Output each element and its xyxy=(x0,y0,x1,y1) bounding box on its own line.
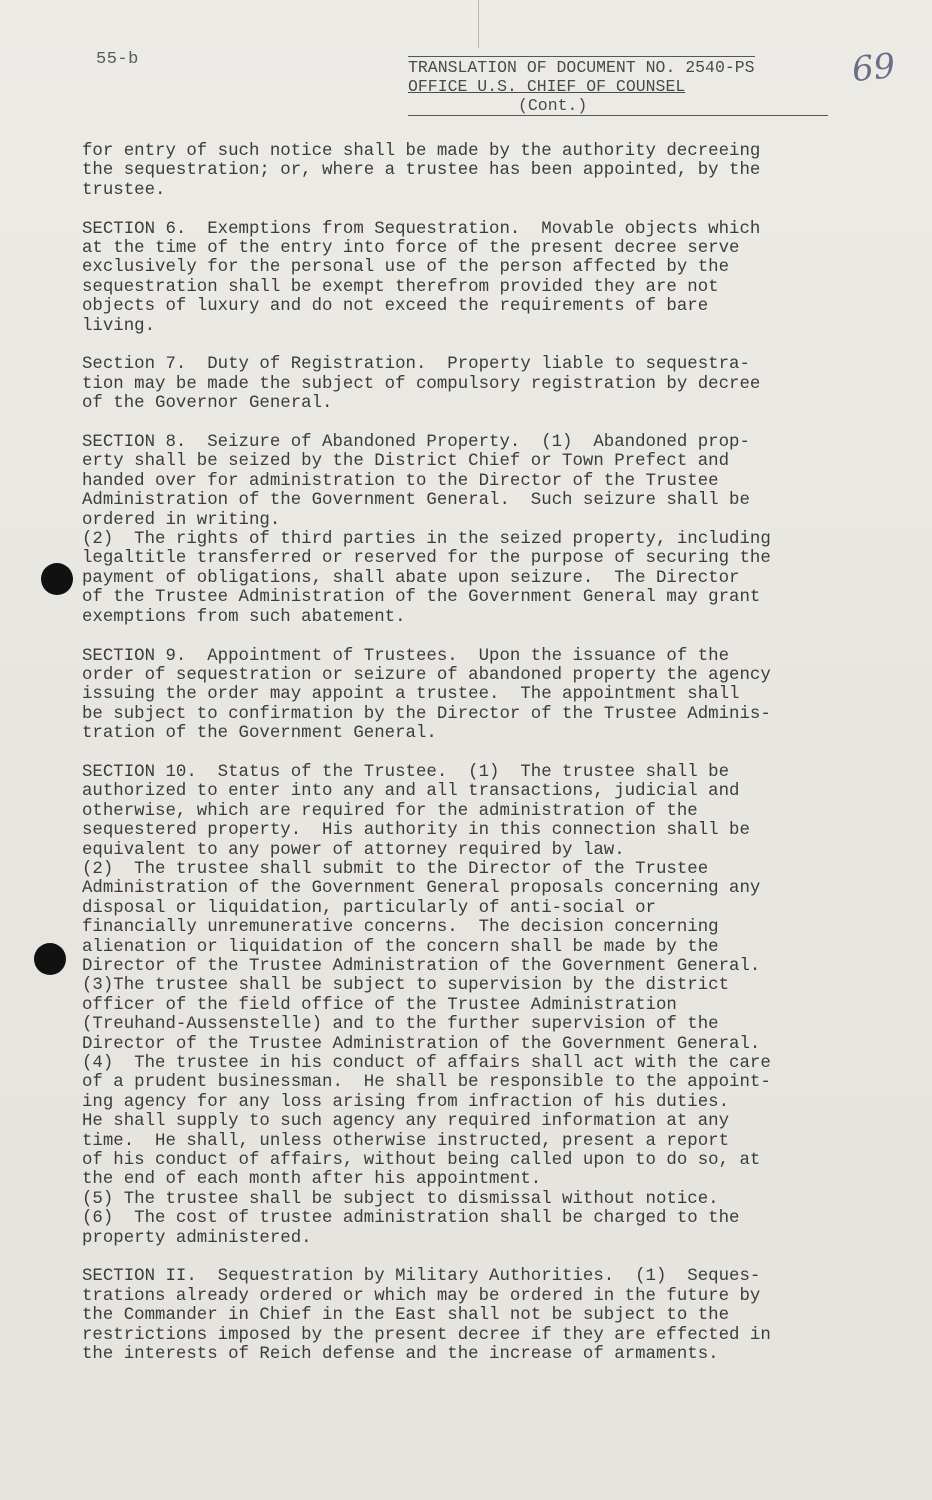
text-line: erty shall be seized by the District Chief or Town Prefect and xyxy=(82,452,730,472)
text-line: Section 7. Duty of Registration. Property liable to sequestra- xyxy=(82,355,750,375)
text-line: Administration of the Government General. Such seizure shall be xyxy=(82,491,750,511)
text-line: trations already ordered or which may be ordered in the future by xyxy=(82,1286,761,1306)
text-line: (2) The trustee shall submit to the Director of the Trustee xyxy=(82,859,709,879)
text-line: alienation or liquidation of the concern shall be made by the xyxy=(82,937,719,957)
handwritten-page-number: 69 xyxy=(850,45,898,91)
text-line: financially unremunerative concerns. The decision concerning xyxy=(82,918,719,938)
paragraph-section-7 xyxy=(82,355,862,413)
paper-fold-mark xyxy=(478,0,479,48)
text-line: legaltitle transferred or reserved for the purpose of securing the xyxy=(82,549,771,569)
text-line: otherwise, which are required for the administration of the xyxy=(82,801,698,821)
text-line: disposal or liquidation, particularly of anti-social or xyxy=(82,898,656,918)
paragraph-section-6 xyxy=(82,220,862,336)
text-line: trustee. xyxy=(82,180,166,200)
header-office-line: OFFICE U.S. CHIEF OF COUNSEL xyxy=(408,77,686,96)
text-line: sequestration shall be exempt therefrom provided they are not xyxy=(82,277,719,297)
text-line: exclusively for the personal use of the person affected by the xyxy=(82,258,730,278)
text-line: Director of the Trustee Administration of the Government General. xyxy=(82,1034,761,1054)
text-line: He shall supply to such agency any required information at any xyxy=(82,1112,730,1132)
text-line: property administered. xyxy=(82,1228,312,1248)
text-line: authorized to enter into any and all transactions, judicial and xyxy=(82,782,740,802)
text-line: exemptions from such abatement. xyxy=(82,607,406,627)
punch-hole-icon xyxy=(41,563,73,595)
text-line: ordered in writing. xyxy=(82,510,281,530)
header-translation-line: TRANSLATION OF DOCUMENT NO. 2540-PS xyxy=(408,58,755,77)
text-line: Director of the Trustee Administration of the Government General. xyxy=(82,956,761,976)
punch-hole-icon xyxy=(34,943,66,975)
text-line: (4) The trustee in his conduct of affairs shall act with the care xyxy=(82,1054,771,1074)
text-line: the interests of Reich defense and the increase of armaments. xyxy=(82,1345,719,1365)
page-number: 55-b xyxy=(96,50,139,69)
text-line: equivalent to any power of attorney required by law. xyxy=(82,840,625,860)
text-line: payment of obligations, shall abate upon seizure. The Director xyxy=(82,568,740,588)
text-line: time. He shall, unless otherwise instructed, present a report xyxy=(82,1131,730,1151)
text-line: (2) The rights of third parties in the seized property, including xyxy=(82,530,771,550)
document-header xyxy=(408,56,828,116)
text-line: of his conduct of affairs, without being called upon to do so, at xyxy=(82,1151,761,1171)
text-line: (5) The trustee shall be subject to dismissal without notice. xyxy=(82,1189,719,1209)
text-line: restrictions imposed by the present decree if they are effected in xyxy=(82,1325,771,1345)
text-line: of the Governor General. xyxy=(82,394,333,414)
text-line: sequestered property. His authority in this connection shall be xyxy=(82,821,750,841)
text-line: of the Trustee Administration of the Government General may grant xyxy=(82,588,761,608)
text-line: (6) The cost of trustee administration shall be charged to the xyxy=(82,1209,740,1229)
text-line: (Treuhand-Aussenstelle) and to the further supervision of the xyxy=(82,1015,719,1035)
text-line: living. xyxy=(82,316,156,336)
text-line: for entry of such notice shall be made by the authority decreeing xyxy=(82,142,761,161)
text-line: SECTION 9. Appointment of Trustees. Upon the issuance of the xyxy=(82,646,730,666)
text-line: be subject to confirmation by the Director of the Trustee Adminis- xyxy=(82,704,771,724)
text-line: SECTION II. Sequestration by Military Authorities. (1) Seques- xyxy=(82,1267,761,1287)
text-line: issuing the order may appoint a trustee. The appointment shall xyxy=(82,685,740,705)
text-line: the Commander in Chief in the East shall not be subject to the xyxy=(82,1306,730,1326)
text-line: order of sequestration or seizure of abandoned property the agency xyxy=(82,665,771,685)
text-line: officer of the field office of the Trustee Administration xyxy=(82,995,677,1015)
text-line: (3)The trustee shall be subject to supervision by the district xyxy=(82,976,730,996)
document-body xyxy=(82,142,862,1384)
text-line: SECTION 6. Exemptions from Sequestration. Movable objects which xyxy=(82,219,761,239)
text-line: the sequestration; or, where a trustee has been appointed, by the xyxy=(82,161,761,181)
text-line: objects of luxury and do not exceed the requirements of bare xyxy=(82,297,709,317)
text-line: Administration of the Government General proposals concerning any xyxy=(82,879,761,899)
paragraph-section-8 xyxy=(82,433,862,627)
text-line: at the time of the entry into force of the present decree serve xyxy=(82,239,740,259)
text-line: SECTION 10. Status of the Trustee. (1) The trustee shall be xyxy=(82,762,730,782)
paragraph-section-9 xyxy=(82,647,862,744)
header-cont-line: (Cont.) xyxy=(408,96,828,116)
paragraph-section-10 xyxy=(82,763,862,1248)
paragraph-section-11 xyxy=(82,1267,862,1364)
text-line: tion may be made the subject of compulsory registration by decree xyxy=(82,374,761,394)
text-line: of a prudent businessman. He shall be responsible to the appoint- xyxy=(82,1073,771,1093)
text-line: the end of each month after his appointment. xyxy=(82,1170,542,1190)
paragraph-section-5-end xyxy=(82,142,862,200)
text-line: SECTION 8. Seizure of Abandoned Property. (1) Abandoned prop- xyxy=(82,433,750,453)
text-line: handed over for administration to the Director of the Trustee xyxy=(82,471,719,491)
text-line: tration of the Government General. xyxy=(82,724,437,744)
text-line: ing agency for any loss arising from infraction of his duties. xyxy=(82,1092,730,1112)
